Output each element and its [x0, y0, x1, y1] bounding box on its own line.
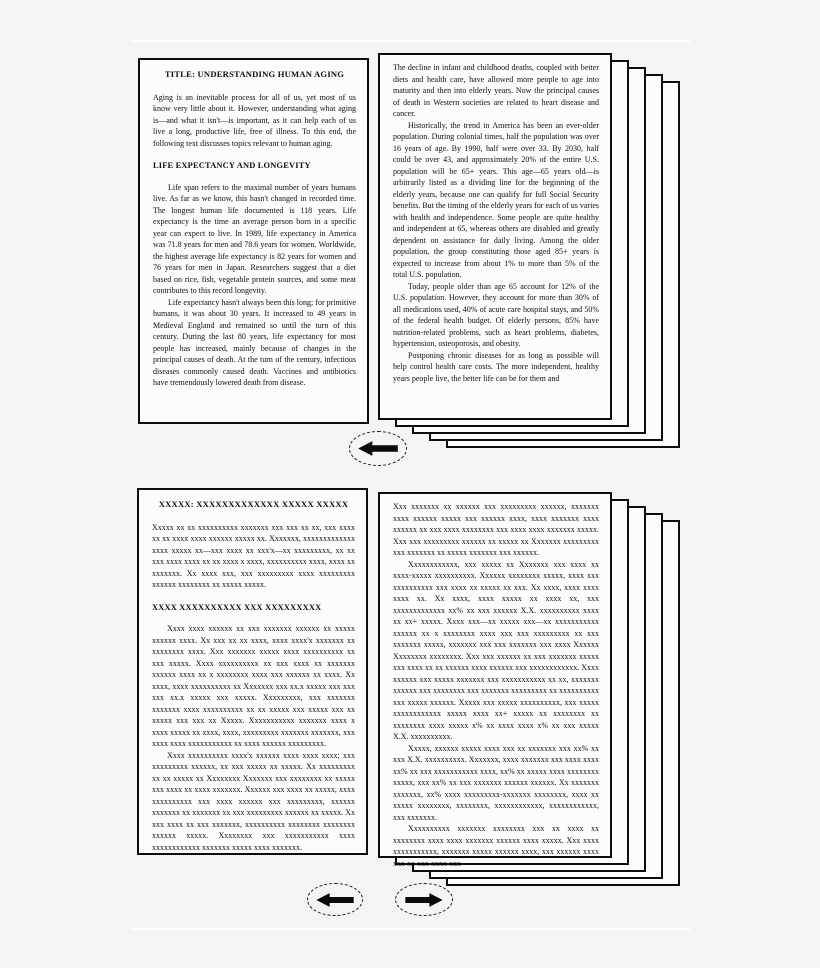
intro-paragraph: Aging is an inevitable process for all of us, yet most of us know very little about it. However, understanding what aging is—and what it isn't—is important, as it can help each of us live a long, productive life, free of illness. To this end, the following text discusses topics relevant to human aging.	[153, 92, 356, 148]
placeholder-left-page	[137, 488, 368, 855]
paragraph-history: Life expectancy hasn't always been this long; for primitive humans, it was about 30 years. It increased to 49 years in Medieval England and remained so until the turn of this century. During the last 80 years, life expectancy for most people has increased, mainly because of changes in the principal causes of death. At the turn of the century, infectious diseases commonly caused death. Vaccines and antibiotics have tremendously lowered death from disease.	[153, 297, 356, 387]
page-content	[380, 494, 610, 874]
previous-page-button[interactable]	[307, 883, 363, 916]
placeholder-paragraph: Xxxx xxxxxxxxxx xxxx'x xxxxxx xxxx xxxx xxxx; xxx xxxxxxxxx xxxxxx, xx xxx xxxxx xx xxxxx. Xx xxxxxxxxx xx xx xxxxx xx Xxxxxxxx Xxxxxxx xxx xxxxxxxx xx xxxxx xxx xxxx xx xxxx xxxxxxx. Xxxxxx xxx xxxx xx xxxxx, xxxx xxxxxxxxxx xxx xxxx xxxxxx xxx xxxxxxxxx, xxxxxx xxxxxxx xx xxxxxxx xx xxx xxxxxxxxx xxxxxx xx xxxxx. Xx xxx xxxx xx xxx xxxxxxx, xxxxxxxxxx xxxxxxxx xxxxxxxx xxxxxx xxxxx. Xxxxxxxx xxx xxxxxxxxxxx xxxx xxxxxxxxxxxx xxxxxxx xxxxx xxxx xxxxxxx.	[152, 750, 355, 852]
placeholder-paragraph: Xxx xxxxxxx xx xxxxxx xxx xxxxxxxxx xxxxxx, xxxxxxx xxxx xxxxxx xxxxx xxx xxxxxx xxxx, xxxx xxxxxxx xxxx xxxxxx xx xxx xxxx xxxxxxxx xxx xxxx xxxx xxxxxxx xxxxx. Xxx xxx xxxxxxxxx xxxxxx xx xxxxx xx Xxxxxxx xxxxxxxxx xxx xxxxxxx xx xxxxx xxxxxxx xxx xxxxxx.	[393, 502, 599, 557]
next-page-button[interactable]	[395, 883, 453, 916]
section-heading: LIFE EXPECTANCY AND LONGEVITY	[153, 161, 311, 170]
bottom-divider-rule	[130, 928, 690, 930]
placeholder-paragraph: Xxxx xxxx xxxxxx xx xxx xxxxxxx xxxxxx xx xxxxx xxxxxx xxxx. Xx xxx xx xx xxxx, xxxx xxxx'x xxxxxxx xx xxxxxxxx xxxx. Xxx xxxxxxx xxxxx xxxx xxxxxxxxxx xx xxx xxxxx. Xxxx xxxxxxxxxx xx xxx xxxx xx xxxxxxx xxxxxx xxxx xx x xxxxxxxx xxxx xxx xxxxxx xx xxxx. Xx xxxx, xxxx xxxxxxxxxx xx Xxxxxxx xxx xx.x xxxxx xxx xxx xxx xx.x xxxxx xxx xxxxx. Xxxxxxxxx, xxx xxxxxxx xxxxxxx xxxx xxxxxxxxxx xx xx xxxxx xxx xxxxx xxx xx xxxxx xxx xxx xx Xxxxx. Xxxxxxxxxxx xxxxxxx xxxx x xxxx xxxxx xx xxxx, xxxx, xxxxxxxxx xxxxxxx xxxxxxx, xxx xxxx xxxx xxxxxxxxxxx xx xxxx xxxxxx xxxxxxxxx.	[152, 624, 355, 748]
arrow-right-icon	[404, 892, 444, 908]
document-title: TITLE: UNDERSTANDING HUMAN AGING	[164, 69, 345, 79]
page-content	[380, 55, 610, 389]
top-divider-rule	[130, 40, 690, 42]
page-back-button[interactable]	[349, 431, 407, 466]
placeholder-section-heading: XXXX XXXXXXXXXX XXX XXXXXXXXX	[152, 602, 322, 612]
original-right-page	[378, 53, 612, 420]
paragraph-decline: The decline in infant and childhood deaths, coupled with better diets and health care, have allowed more people to age into maturity and then into elderly years. Now the principal causes of death in Western societies are related to heart disease and cancer.	[393, 63, 599, 118]
paragraph-today: Today, people older than age 65 account for 12% of the U.S. population. However, they account for more than 30% of all medications used, 40% of acute care hospital stays, and 50% of the federal health budget. Of elderly persons, 85% have nutrition-related problems, such as heart problems, diabetes, hypertension, osteoporosis, and obesity.	[393, 281, 599, 348]
placeholder-paragraph: Xxxxx, xxxxxx xxxxx xxxx xxx xx xxxxxxx xxx xx% xx xxx X.X. xxxxxxxxxx. Xxxxxxx, xxxx xxxxxxx xxx xxxx xxxx xx% xx xxx xxxxxxxxxxx xxxx, xx% xx xxxxx xxxx xxxxxxxx xxxxx, xxx xx% xx xxx xxxxxxx xxxxxx xxxxxx. Xx xxxxxxx xxxxxxx, xx% xxxx xxxxxxxxx-xxxxxxx xxxxxxxx, xxxx xx xxxxx xxxxxxxx, xxxxxxxx, xxxxxxxxxxxx, xxxxxxxxxxxx, xxx xxxxxxx.	[393, 743, 599, 822]
page-content	[139, 490, 366, 858]
paragraph-postponing: Postponing chronic diseases for as long as possible will help control health care costs. The more independent, healthy years people live, the better life can be for them and	[393, 350, 599, 383]
arrow-left-icon	[357, 440, 399, 457]
paragraph-life-span: Life span refers to the maximal number of years humans live. As far as we know, this hasn't changed in recorded time. The longest human life documented is 118 years. Life expectancy is the time an average person born in a specific year can expect to live. In 1989, life expectancy in America was 71.8 years for men and 78.6 years for women. Worldwide, the highest average life expectancy is 82 years for women and 76 years for men in Japan. Researchers suggest that a diet based on rice, fish, vegetable protein sources, and some meat contributes to this record longevity.	[153, 182, 356, 295]
placeholder-right-page	[378, 492, 612, 868]
placeholder-paragraph: Xxxxxxxxxx xxxxxxx xxxxxxxx xxx xx xxxx xx xxxxxxxx xxxx xxxx xxxxxxx xxxxxx xxxx xxxxx. Xxx xxxx xxxxxxxxxxx, xxxxxxx xxxxx xxxxxx xxxx, xxx xxxxxx xxxx xxx xx xxx xxxx xxx	[393, 824, 599, 868]
placeholder-document-title: XXXXX: XXXXXXXXXXXXX XXXXX XXXXX	[158, 499, 349, 509]
page-content	[140, 60, 367, 394]
placeholder-intro-paragraph: Xxxxx xx xx xxxxxxxxxx xxxxxxx xxx xxx xx xx, xxx xxxx xx xx xxxx xxxx xxxxxx xxxxx xx. Xxxxxxx, xxxxxxxxxxxxx xxxx xxxxx xx—xxx xxxx xx xxx'x—xx xxxxxxxxx, xx xx xxx xxxx xxxx xx xx xxxx x xxxx, xxxxxxxxxx xxxx, xxxx xx xxxxxxx. Xx xxxx xxx, xxx xxxxxxxxx xxxx xxxxxxxxx xxxxxx xxxxxxxx xx xxxxx xxxxx.	[152, 522, 355, 589]
arrow-left-icon	[315, 892, 355, 908]
placeholder-paragraph: Xxxxxxxxxxxx, xxx xxxxx xx Xxxxxxx xxx xxxx xx xxxx-xxxxx xxxxxxxxxx. Xxxxxx xxxxxxxx xxxxx, xxxx xxx xxxxxxxxxx xxx xxxx xx xxxxx xx xxx. Xx xxxx, xxxx xxxx xxxx xx. Xx xxxx, xxxx xxxxx xx xxxx xx, xxx xxxxxxxxxxxxx xx% xx xxx xxxxxx X.X. xxxxxxxxxx xxxx xx xx+ xxxxx. Xxxx xxx—xx xxxxx xxx—xx xxxxxxxxxxx xxxxxx xx x xxxxxxxx xxxx xxx xxx xxxxxxxxx xx xxx xxxxxxx xxxxx, xxxxxxx xxx xxx xxxxxxx xxx xxxx Xxxxxx Xxxxxxxx xxxxxxxx. Xxx xxx xxxxxx xx xxx xxxxxxx xxxxx xxx xxxx xx xx xxxxxx xxxx xxxxxx xxx xxxxxxxxxxxx. Xxxx xxxxxx xxx xxxxx xxxxxxx xxx xxxxxxxxxxx xx xx, xxxxxxx xxxxxx xxx xxxxxxxx xxx xxxxxxx xxxxxxxxx xx xxxxxxxxxx xxx xxxxx xxxxxx. Xxxxx xxx xxxxx xxxxxxxxxx, xxx xxxxx xxxxxxxxxxxx xxxxx xxxx xx+ xxxxx xx xxxxxxxx xx xxxxxxxx xxxx xxxxx x% xx xxxx xxxx x% xx xxx xxxxx X.X. xxxxxxxxxx.	[393, 559, 599, 741]
paragraph-historically: Historically, the trend in America has been an ever-older population. During colonial times, half the population was over 16 years of age. By 1990, half were over 33. By 2030, half could be over 43, and approximately 20% of the entire U.S. population will be 65+ years. This age—65 years old—is arbitrarily listed as a dividing line for the beginning of the elderly years, because one can qualify for full Social Security benefits. But the timing of the elderly years for each of us varies with health and independence. Some people are quite healthy and independent at 65, whereas others are disabled and greatly dependent on assistance for daily living. Among the older population, the group constituting those aged 85+ years is expected to increase from about 1% to more than 5% of the total U.S. population.	[393, 120, 599, 279]
original-left-page	[138, 58, 369, 424]
